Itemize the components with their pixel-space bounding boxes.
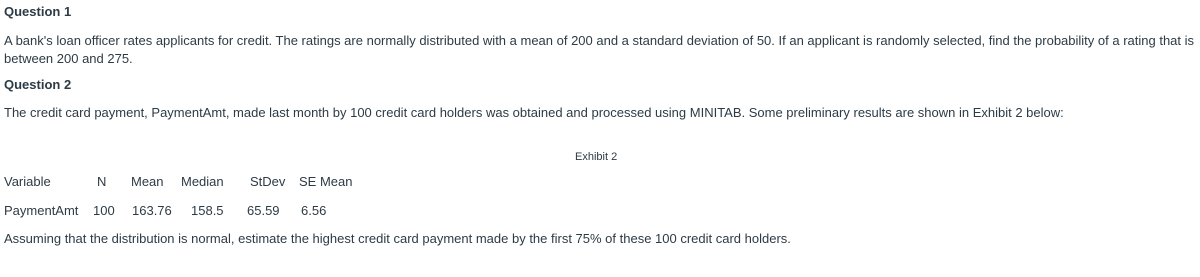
question-1-text: A bank's loan officer rates applicants for credit. The ratings are normally distributed with a mean of 200 and a standard deviation of 50. If an applicant is randomly selected, find the probability of a rating that is between 200 and 275. xyxy=(4,33,1195,66)
header-stdev: StDev xyxy=(250,174,286,189)
header-variable: Variable xyxy=(4,174,51,189)
question-2-intro: The credit card payment, PaymentAmt, made last month by 100 credit card holders was obtained and processed using MINITAB. Some preliminary results are shown in Exhibit 2 below: xyxy=(4,105,1064,120)
cell-n: 100 xyxy=(93,203,115,218)
cell-median: 158.5 xyxy=(191,203,224,218)
cell-mean: 163.76 xyxy=(132,203,172,218)
question-2-closing: Assuming that the distribution is normal, estimate the highest credit card payment made by the first 75% of these 100 credit card holders. xyxy=(4,231,791,246)
header-mean: Mean xyxy=(131,174,164,189)
cell-stdev: 65.59 xyxy=(247,203,280,218)
question-2-title: Question 2 xyxy=(4,77,72,92)
header-median: Median xyxy=(181,174,224,189)
cell-se-mean: 6.56 xyxy=(301,203,327,218)
header-se-mean: SE Mean xyxy=(299,174,353,189)
question-1-title: Question 1 xyxy=(4,4,72,19)
cell-variable: PaymentAmt xyxy=(4,203,79,218)
header-n: N xyxy=(97,174,107,189)
exhibit-label: Exhibit 2 xyxy=(575,151,618,163)
